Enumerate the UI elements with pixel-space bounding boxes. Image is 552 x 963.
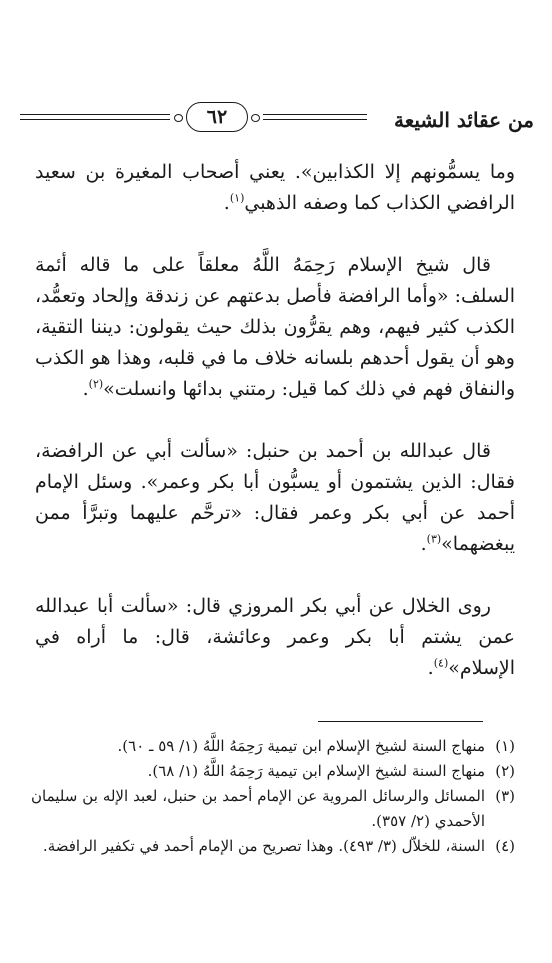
- main-text: [35, 157, 515, 715]
- footnote-ref-1[interactable]: (١): [229, 191, 245, 205]
- footnote-number: (١): [495, 737, 515, 755]
- footnote-number: (٤): [495, 837, 515, 855]
- paragraph-4: روى الخلال عن أبي بكر المروزي قال: «سألت أبا عبدالله عمن يشتم أبا بكر وعمر وعائشة، قال: ما أراه في الإسلام»$^{(٤)}$.: [35, 595, 515, 679]
- footnote-text: المسائل والرسائل المروية عن الإمام أحمد بن حنبل، لعبد الإله بن سليمان الأحمدي (٢/ ٣٥٧).: [31, 787, 485, 830]
- footnote-ref-4[interactable]: (٤): [433, 656, 449, 670]
- footnote-number: (٣): [495, 787, 515, 805]
- paragraph-1: وما يسمُّونهم إلا الكذابين». يعني أصحاب المغيرة بن سعيد الرافضي الكذاب كما وصفه الذهبي$^{(١)}$.: [35, 161, 515, 214]
- footnotes: [31, 734, 515, 859]
- paragraph-2: قال شيخ الإسلام رَحِمَهُ اللَّهُ معلقاً على ما قاله أئمة السلف: «وأما الرافضة فأصل بدعتهم عن زندقة وإلحاد وتعمُّد، الكذب كثير فيهم، وهم يقرُّون بذلك حيث يقولون: ديننا التقية، وهو أن يقول أحدهم بلسانه خلاف ما في قلبه، وهذا هو الكذب والنفاق فهم في ذلك كما قيل: رمتني بدائها وانسلت»$^{(٢)}$.: [35, 254, 515, 400]
- footnote-text: منهاج السنة لشيخ الإسلام ابن تيمية رَحِمَهُ اللَّهُ (١/ ٦٨).: [147, 762, 485, 780]
- footnote-number: (٢): [495, 762, 515, 780]
- footnote-text: السنة، للخلاّل (٣/ ٤٩٣). وهذا تصريح من الإمام أحمد في تكفير الرافضة.: [42, 837, 485, 855]
- footnote-text: منهاج السنة لشيخ الإسلام ابن تيمية رَحِمَهُ اللَّهُ (١/ ٥٩ ـ ٦٠).: [117, 737, 485, 755]
- page-number: ٦٢: [186, 102, 248, 132]
- footnote-ref-3[interactable]: (٣): [426, 532, 442, 546]
- header-rule-left: [20, 114, 170, 120]
- footnote-ref-2[interactable]: (٢): [88, 377, 104, 391]
- header-rule-right: [263, 114, 367, 120]
- footnote-4: [31, 834, 515, 859]
- paragraph-3: قال عبدالله بن أحمد بن حنبل: «سألت أبي عن الرافضة، فقال: الذين يشتمون أو يسبُّون أبا بكر وعمر». وسئل الإمام أحمد عن أبي بكر وعمر فقال: «ترحَّم عليهما وتبرَّأ ممن يبغضهما»$^{(٣)}$.: [35, 440, 515, 555]
- running-title: من عقائد الشيعة: [394, 108, 534, 132]
- footnote-3: [31, 784, 515, 834]
- footnote-separator: [318, 721, 483, 722]
- page-header: [20, 102, 534, 136]
- footnote-1: [31, 734, 515, 759]
- footnote-2: [31, 759, 515, 784]
